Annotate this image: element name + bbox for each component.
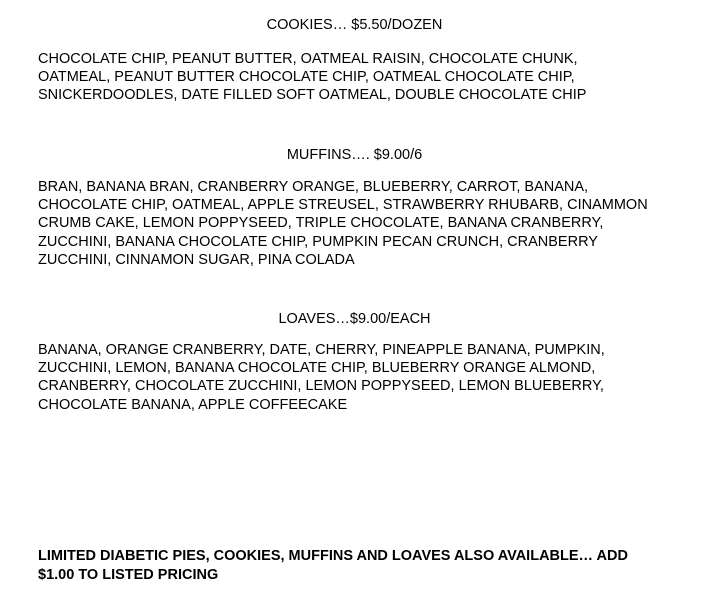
diabetic-availability-note: LIMITED DIABETIC PIES, COOKIES, MUFFINS AND LOAVES ALSO AVAILABLE… ADD $1.00 TO LISTED PRICING — [38, 548, 628, 583]
cookies-heading: COOKIES… $5.50/DOZEN — [266, 17, 443, 33]
loaves-list: BANANA, ORANGE CRANBERRY, DATE, CHERRY, PINEAPPLE BANANA, PUMPKIN, ZUCCHINI, LEMON, BANANA CHOCOLATE CHIP, BLUEBERRY ORANGE ALMOND, CRANBERRY, CHOCOLATE ZUCCHINI, LEMON POPPYSEED, LEMON BLUEBERRY, CHOCOLATE BANANA, APPLE COFFEECAKE — [38, 342, 605, 413]
muffins-list: BRAN, BANANA BRAN, CRANBERRY ORANGE, BLUEBERRY, CARROT, BANANA, CHOCOLATE CHIP, OATMEAL, APPLE STREUSEL, STRAWBERRY RHUBARB, CINAMMON CRUMB CAKE, LEMON POPPYSEED, TRIPLE CHOCOLATE, BANANA CRANBERRY, ZUCCHINI, BANANA CHOCOLATE CHIP, PUMPKIN PECAN CRUNCH, CRANBERRY ZUCCHINI, CINNAMON SUGAR, PINA COLADA — [38, 179, 648, 268]
loaves-heading: LOAVES…$9.00/EACH — [278, 311, 431, 327]
muffins-heading: MUFFINS…. $9.00/6 — [286, 147, 423, 163]
cookies-list: CHOCOLATE CHIP, PEANUT BUTTER, OATMEAL RAISIN, CHOCOLATE CHUNK, OATMEAL, PEANUT BUTTER CHOCOLATE CHIP, OATMEAL CHOCOLATE CHIP, SNICKERDOODLES, DATE FILLED SOFT OATMEAL, DOUBLE CHOCOLATE CHIP — [38, 51, 587, 104]
